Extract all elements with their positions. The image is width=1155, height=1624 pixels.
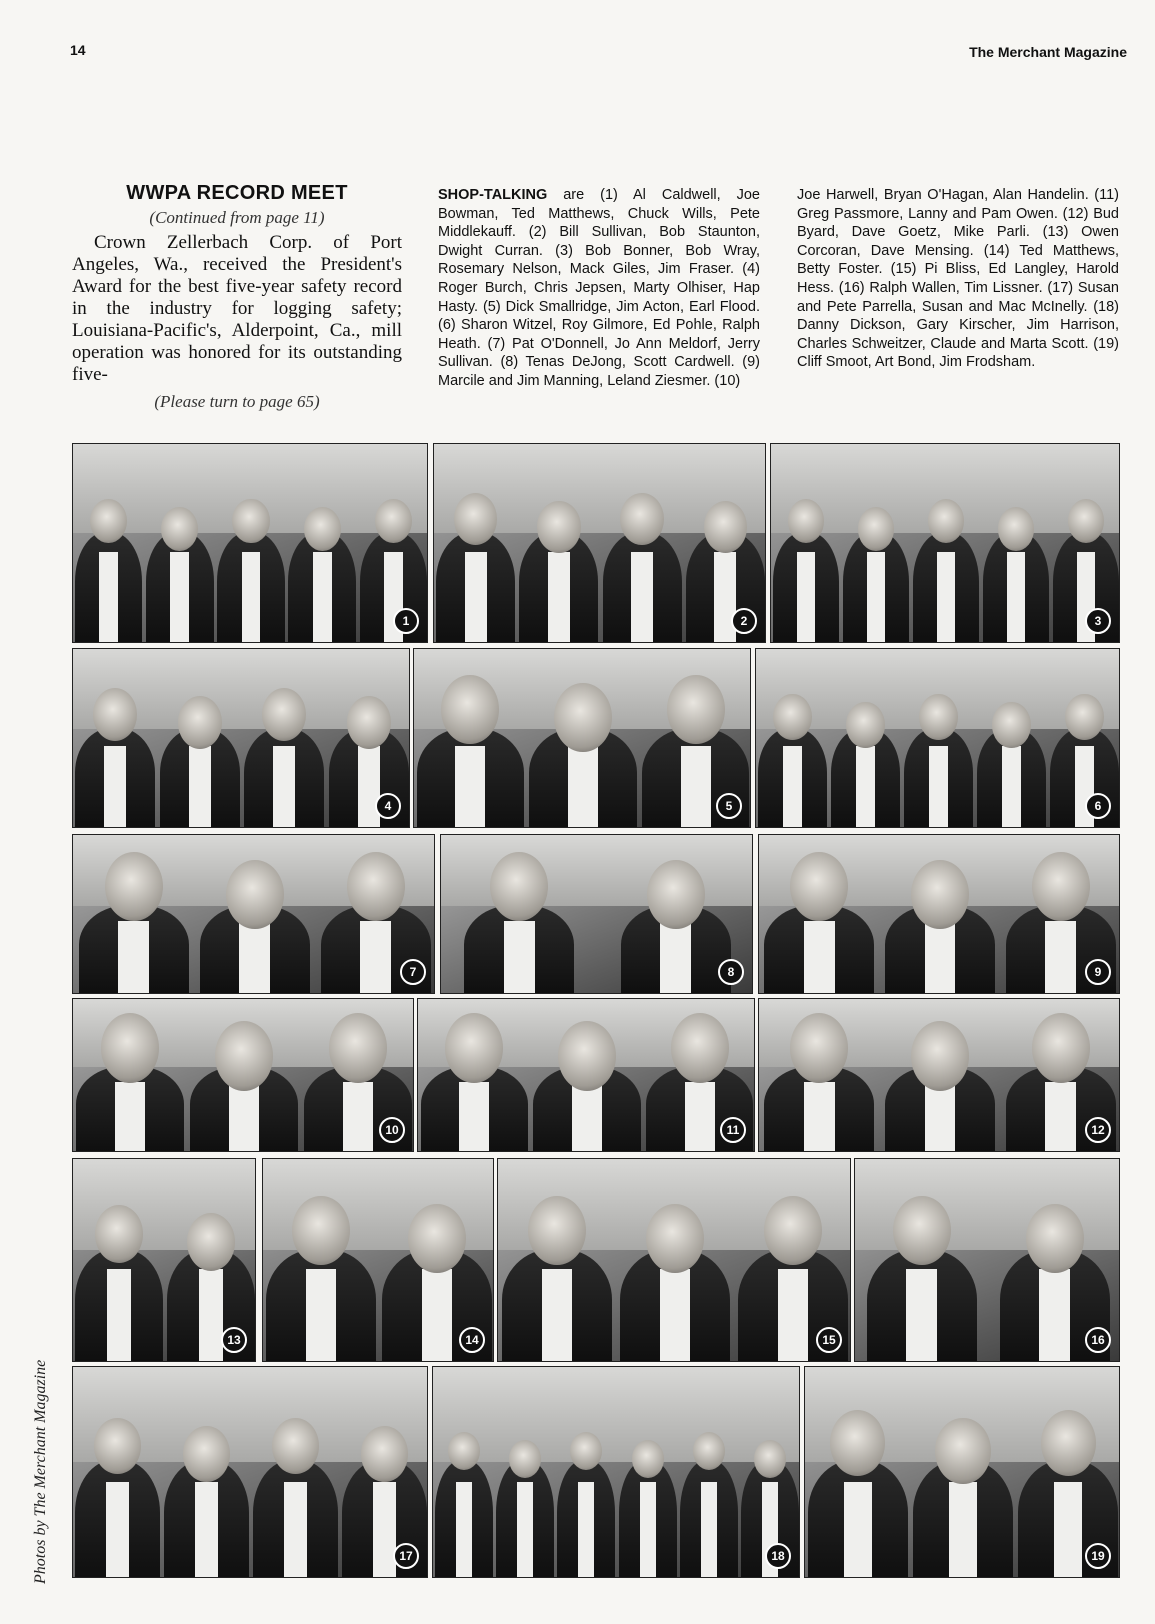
photo-number-badge: 17: [393, 1543, 419, 1569]
shirt: [99, 552, 118, 642]
person-face: [671, 1013, 729, 1083]
person-face: [846, 702, 884, 748]
shirt: [422, 1269, 453, 1361]
shirt: [631, 552, 653, 642]
person-face: [693, 1432, 725, 1470]
person-face: [1032, 852, 1090, 922]
photo-number-badge: 19: [1085, 1543, 1111, 1569]
shirt: [459, 1082, 489, 1151]
photo-7: [72, 834, 435, 994]
photo-number-badge: 10: [379, 1117, 405, 1143]
photo-6: [755, 648, 1120, 828]
shirt: [572, 1082, 602, 1151]
shirt: [856, 746, 875, 827]
article-body: Crown Zellerbach Corp. of Port Angeles, Wa., received the President's Award for the best five-year safety record in the industry for logging safety; Louisiana-Pacific's, Alderpoint, Ca., mill operation was honored for its outstanding five-: [72, 232, 402, 385]
person-face: [454, 493, 497, 545]
shirt: [804, 1082, 835, 1151]
person-face: [329, 1013, 387, 1083]
person-face: [95, 1205, 143, 1263]
photo-number-badge: 4: [375, 793, 401, 819]
shirt: [1007, 552, 1026, 642]
person-face: [919, 694, 957, 740]
shirt: [239, 921, 270, 993]
person-face: [101, 1013, 159, 1083]
person-face: [911, 860, 969, 930]
person-face: [105, 852, 163, 922]
person-face: [408, 1204, 466, 1274]
person-face: [94, 1418, 141, 1474]
caption-column-2: [797, 186, 1119, 372]
person-face: [292, 1196, 350, 1266]
shirt: [273, 746, 295, 827]
shirt: [660, 1269, 691, 1361]
person-face: [773, 694, 811, 740]
shirt: [118, 921, 149, 993]
photo-17: [72, 1366, 428, 1578]
shirt: [568, 746, 598, 827]
shirt: [660, 921, 691, 993]
shirt: [360, 921, 391, 993]
photo-11: [417, 998, 755, 1152]
person-face: [226, 860, 284, 930]
photo-4: [72, 648, 410, 828]
person-face: [90, 499, 127, 544]
person-face: [632, 1440, 664, 1478]
photo-number-badge: 7: [400, 959, 426, 985]
shirt: [306, 1269, 337, 1361]
shirt: [199, 1269, 223, 1361]
shirt: [778, 1269, 809, 1361]
person-face: [178, 696, 222, 749]
person-face: [187, 1213, 235, 1271]
shirt: [104, 746, 126, 827]
person-face: [93, 688, 137, 741]
photo-number-badge: 9: [1085, 959, 1111, 985]
person-face: [928, 499, 965, 543]
shirt: [229, 1082, 259, 1151]
shirt: [1045, 1082, 1076, 1151]
person-face: [272, 1418, 319, 1474]
person-face: [647, 860, 705, 930]
shirt: [284, 1482, 308, 1577]
person-face: [554, 683, 612, 753]
shirt: [455, 746, 485, 827]
caption-column-1: [438, 186, 760, 391]
photo-number-badge: 14: [459, 1327, 485, 1353]
shirt: [107, 1269, 131, 1361]
photo-5: [413, 648, 751, 828]
shirt: [189, 746, 211, 827]
photo-9: [758, 834, 1120, 994]
shirt: [906, 1269, 937, 1361]
photo-15: [497, 1158, 851, 1362]
article-headline: WWPA RECORD MEET: [126, 182, 348, 204]
photo-14: [262, 1158, 494, 1362]
person-face: [764, 1196, 822, 1266]
shirt: [640, 1482, 656, 1577]
person-face: [667, 675, 725, 745]
photo-12: [758, 998, 1120, 1152]
person-face: [448, 1432, 480, 1470]
continued-note: (Continued from page 11): [149, 208, 325, 227]
photo-number-badge: 18: [765, 1543, 791, 1569]
person-face: [528, 1196, 586, 1266]
photo-background: [441, 835, 752, 906]
shirt: [313, 552, 332, 642]
person-face: [1068, 499, 1105, 543]
shirt: [542, 1269, 573, 1361]
person-face: [788, 499, 825, 543]
caption-text-1: are (1) Al Caldwell, Joe Bowman, Ted Matthews, Chuck Wills, Pete Middlekauff. (2) Bill Sullivan, Bob Staunton, Dwight Curran. (3) Bob Bonner, Bob Wray, Rosemary Nelson, Mack Giles, Jim Fraser. (4) Roger Burch, Chris Jepsen, Marty Olhiser, Hap Hasty. (5) Dick Smallridge, Jim Acton, Earl Flood. (6) Sharon Witzel, Roy Gilmore, Ed Pohle, Ralph Heath. (7) Pat O'Donnell, Jo Ann Meldorf, Jerry Sullivan. (8) Tenas DeJong, Scott Cardwell. (9) Marcile and Jim Manning, Leland Ziesmer. (10): [438, 187, 760, 389]
shirt: [681, 746, 711, 827]
person-face: [445, 1013, 503, 1083]
shirt: [929, 746, 948, 827]
magazine-title: The Merchant Magazine: [969, 44, 1127, 60]
photo-background: [433, 1367, 799, 1462]
caption-lead: SHOP-TALKING: [438, 187, 548, 203]
shirt: [783, 746, 802, 827]
person-face: [1026, 1204, 1084, 1274]
person-face: [893, 1196, 951, 1266]
shirt: [373, 1482, 397, 1577]
person-face: [375, 499, 412, 544]
shirt: [937, 552, 956, 642]
caption-text-2: Joe Harwell, Bryan O'Hagan, Alan Handelin. (11) Greg Passmore, Lanny and Pam Owen. (12) Bud Byard, Dave Goetz, Mike Parli. (13) Owen Corcoran, Dave Mensing. (14) Ted Matthews, Betty Foster. (15) Pi Bliss, Ed Langley, Harold Hess. (16) Ralph Wallen, Tim Lissner. (17) Susan and Pete Parrella, Susan and Mac McInelly. (18) Danny Dickson, Gary Kirscher, Jim Harrison, Charles Schweitzer, Claude and Marta Scott. (19) Cliff Smoot, Art Bond, Jim Frodsham.: [797, 187, 1119, 371]
photo-2: [433, 443, 766, 643]
photo-number-badge: 8: [718, 959, 744, 985]
person-face: [558, 1021, 616, 1091]
shirt: [701, 1482, 717, 1577]
person-face: [1041, 1410, 1096, 1476]
person-face: [537, 501, 580, 553]
person-face: [935, 1418, 990, 1484]
photo-3: [770, 443, 1120, 643]
photo-1: [72, 443, 428, 643]
photo-number-badge: 5: [716, 793, 742, 819]
person-face: [347, 696, 391, 749]
shirt: [358, 746, 380, 827]
person-face: [361, 1426, 408, 1482]
shirt: [106, 1482, 130, 1577]
shirt: [504, 921, 535, 993]
article-column: [72, 182, 402, 416]
shirt: [949, 1482, 977, 1577]
photo-19: [804, 1366, 1120, 1578]
turn-to-note: (Please turn to page 65): [154, 392, 320, 411]
person-face: [830, 1410, 885, 1476]
photo-number-badge: 6: [1085, 793, 1111, 819]
photo-number-badge: 3: [1085, 608, 1111, 634]
shirt: [925, 1082, 956, 1151]
shirt: [804, 921, 835, 993]
shirt: [456, 1482, 472, 1577]
shirt: [195, 1482, 219, 1577]
photo-number-badge: 16: [1085, 1327, 1111, 1353]
photo-number-badge: 12: [1085, 1117, 1111, 1143]
shirt: [343, 1082, 373, 1151]
shirt: [517, 1482, 533, 1577]
photo-number-badge: 15: [816, 1327, 842, 1353]
person-face: [911, 1021, 969, 1091]
photo-18: [432, 1366, 800, 1578]
person-face: [1065, 694, 1103, 740]
photo-16: [854, 1158, 1120, 1362]
person-face: [620, 493, 663, 545]
person-face: [704, 501, 747, 553]
shirt: [242, 552, 261, 642]
shirt: [1045, 921, 1076, 993]
shirt: [1002, 746, 1021, 827]
shirt: [115, 1082, 145, 1151]
shirt: [548, 552, 570, 642]
person-face: [347, 852, 405, 922]
shirt: [1054, 1482, 1082, 1577]
photo-credit: Photos by The Merchant Magazine: [32, 1359, 49, 1584]
person-face: [790, 1013, 848, 1083]
shirt: [1039, 1269, 1070, 1361]
shirt: [170, 552, 189, 642]
shirt: [578, 1482, 594, 1577]
person-face: [215, 1021, 273, 1091]
photo-13: [72, 1158, 256, 1362]
page-number: 14: [70, 42, 86, 58]
shirt: [867, 552, 886, 642]
person-face: [992, 702, 1030, 748]
photo-number-badge: 13: [221, 1327, 247, 1353]
shirt: [797, 552, 816, 642]
person-face: [646, 1204, 704, 1274]
shirt: [844, 1482, 872, 1577]
shirt: [685, 1082, 715, 1151]
person-face: [304, 507, 341, 552]
person-face: [1032, 1013, 1090, 1083]
photo-10: [72, 998, 414, 1152]
photo-number-badge: 11: [720, 1117, 746, 1143]
shirt: [465, 552, 487, 642]
person-face: [232, 499, 269, 544]
person-face: [998, 507, 1035, 551]
person-face: [509, 1440, 541, 1478]
photo-8: [440, 834, 753, 994]
photo-number-badge: 2: [731, 608, 757, 634]
photo-number-badge: 1: [393, 608, 419, 634]
person-face: [262, 688, 306, 741]
person-face: [183, 1426, 230, 1482]
shirt: [925, 921, 956, 993]
person-face: [858, 507, 895, 551]
